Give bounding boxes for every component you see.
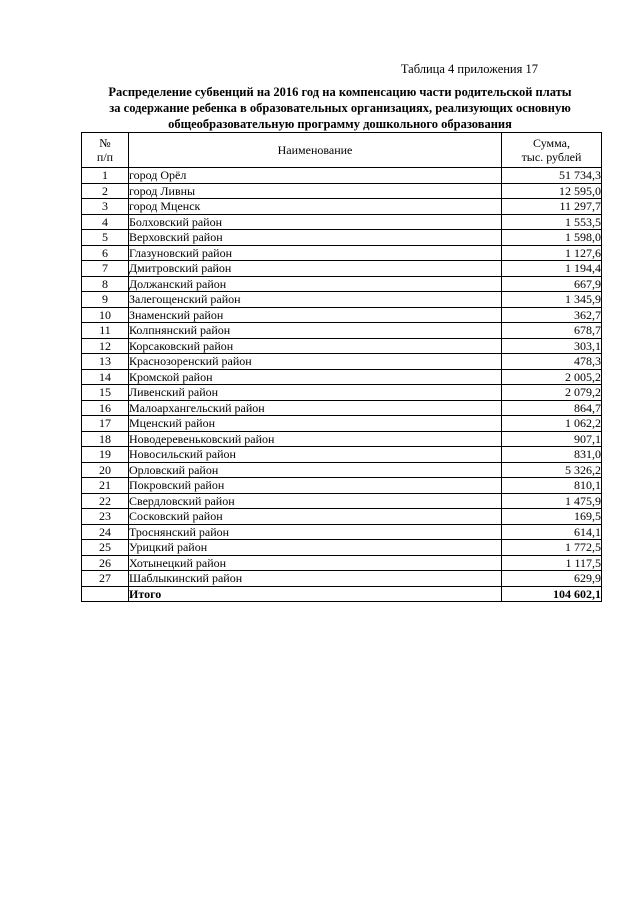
row-sum: 831,0 (502, 447, 602, 463)
row-name: Сосковский район (129, 509, 502, 525)
row-name: город Ливны (129, 183, 502, 199)
row-number: 27 (82, 571, 129, 587)
row-number: 14 (82, 369, 129, 385)
table-body (82, 168, 602, 602)
table-row (82, 261, 602, 277)
row-name: Глазуновский район (129, 245, 502, 261)
row-number: 22 (82, 493, 129, 509)
row-name: Верховский район (129, 230, 502, 246)
total-number-cell (82, 586, 129, 602)
row-sum: 1 553,5 (502, 214, 602, 230)
table-row (82, 323, 602, 339)
row-number: 3 (82, 199, 129, 215)
row-number: 11 (82, 323, 129, 339)
table-row (82, 276, 602, 292)
row-number: 20 (82, 462, 129, 478)
header-number-line2: п/п (96, 150, 114, 164)
row-name: Свердловский район (129, 493, 502, 509)
row-number: 13 (82, 354, 129, 370)
table-row (82, 214, 602, 230)
total-label: Итого (129, 586, 502, 602)
row-sum: 614,1 (502, 524, 602, 540)
header-number (82, 133, 129, 168)
table-row (82, 416, 602, 432)
row-sum: 864,7 (502, 400, 602, 416)
row-sum: 5 326,2 (502, 462, 602, 478)
row-sum: 1 772,5 (502, 540, 602, 556)
row-name: Троснянский район (129, 524, 502, 540)
header-name: Наименование (129, 133, 502, 168)
table-row (82, 493, 602, 509)
row-sum: 303,1 (502, 338, 602, 354)
row-sum: 1 194,4 (502, 261, 602, 277)
row-sum: 169,5 (502, 509, 602, 525)
table-row (82, 230, 602, 246)
row-sum: 11 297,7 (502, 199, 602, 215)
row-sum: 51 734,3 (502, 168, 602, 184)
row-sum: 12 595,0 (502, 183, 602, 199)
row-name: Мценский район (129, 416, 502, 432)
table-row (82, 338, 602, 354)
row-number: 26 (82, 555, 129, 571)
row-sum: 2 005,2 (502, 369, 602, 385)
row-number: 25 (82, 540, 129, 556)
subsidy-distribution-table (81, 132, 602, 602)
row-sum: 667,9 (502, 276, 602, 292)
table-row (82, 199, 602, 215)
total-sum: 104 602,1 (502, 586, 602, 602)
row-sum: 1 475,9 (502, 493, 602, 509)
row-number: 2 (82, 183, 129, 199)
row-number: 9 (82, 292, 129, 308)
title-line: за содержание ребенка в образовательных организациях, реализующих основную (109, 101, 571, 115)
row-number: 1 (82, 168, 129, 184)
table-row (82, 354, 602, 370)
row-sum: 907,1 (502, 431, 602, 447)
table-row (82, 385, 602, 401)
row-sum: 2 079,2 (502, 385, 602, 401)
row-sum: 1 117,5 (502, 555, 602, 571)
row-number: 24 (82, 524, 129, 540)
row-number: 17 (82, 416, 129, 432)
title-line: Распределение субвенций на 2016 год на компенсацию части родительской платы (108, 85, 572, 99)
row-name: Краснозоренский район (129, 354, 502, 370)
row-name: город Орёл (129, 168, 502, 184)
row-number: 15 (82, 385, 129, 401)
title-line: общеобразовательную программу дошкольного образования (168, 117, 512, 131)
document-title (80, 84, 600, 132)
row-number: 6 (82, 245, 129, 261)
table-row (82, 447, 602, 463)
row-sum: 362,7 (502, 307, 602, 323)
row-number: 7 (82, 261, 129, 277)
row-name: Новодеревеньковский район (129, 431, 502, 447)
row-number: 12 (82, 338, 129, 354)
table-row (82, 183, 602, 199)
row-name: Шаблыкинский район (129, 571, 502, 587)
row-sum: 1 598,0 (502, 230, 602, 246)
row-sum: 1 127,6 (502, 245, 602, 261)
row-sum: 1 062,2 (502, 416, 602, 432)
row-sum: 478,3 (502, 354, 602, 370)
row-name: Кромской район (129, 369, 502, 385)
table-row (82, 431, 602, 447)
row-name: Корсаковский район (129, 338, 502, 354)
row-sum: 1 345,9 (502, 292, 602, 308)
row-number: 18 (82, 431, 129, 447)
row-name: Колпнянский район (129, 323, 502, 339)
row-name: Урицкий район (129, 540, 502, 556)
row-name: Болховский район (129, 214, 502, 230)
row-name: Знаменский район (129, 307, 502, 323)
row-number: 10 (82, 307, 129, 323)
row-number: 23 (82, 509, 129, 525)
total-row (82, 586, 602, 602)
table-row (82, 168, 602, 184)
header-sum (502, 133, 602, 168)
table-row (82, 462, 602, 478)
table-header-row (82, 133, 602, 168)
row-name: Хотынецкий район (129, 555, 502, 571)
table-row (82, 540, 602, 556)
row-number: 16 (82, 400, 129, 416)
table-row (82, 369, 602, 385)
row-name: город Мценск (129, 199, 502, 215)
row-name: Должанский район (129, 276, 502, 292)
row-number: 5 (82, 230, 129, 246)
row-name: Ливенский район (129, 385, 502, 401)
row-number: 8 (82, 276, 129, 292)
row-name: Новосильский район (129, 447, 502, 463)
table-row (82, 524, 602, 540)
row-sum: 629,9 (502, 571, 602, 587)
table-row (82, 307, 602, 323)
row-sum: 810,1 (502, 478, 602, 494)
table-row (82, 292, 602, 308)
row-number: 21 (82, 478, 129, 494)
table-row (82, 571, 602, 587)
row-name: Малоархангельский район (129, 400, 502, 416)
table-row (82, 555, 602, 571)
row-number: 19 (82, 447, 129, 463)
row-number: 4 (82, 214, 129, 230)
table-row (82, 509, 602, 525)
row-name: Дмитровский район (129, 261, 502, 277)
appendix-reference: Таблица 4 приложения 17 (400, 62, 538, 76)
table-row (82, 245, 602, 261)
header-sum-line1: Сумма, (533, 136, 570, 150)
header-number-line1: № (99, 136, 111, 150)
row-name: Орловский район (129, 462, 502, 478)
table-row (82, 400, 602, 416)
row-name: Покровский район (129, 478, 502, 494)
table-row (82, 478, 602, 494)
header-sum-line2: тыс. рублей (521, 150, 582, 164)
row-sum: 678,7 (502, 323, 602, 339)
row-name: Залегощенский район (129, 292, 502, 308)
